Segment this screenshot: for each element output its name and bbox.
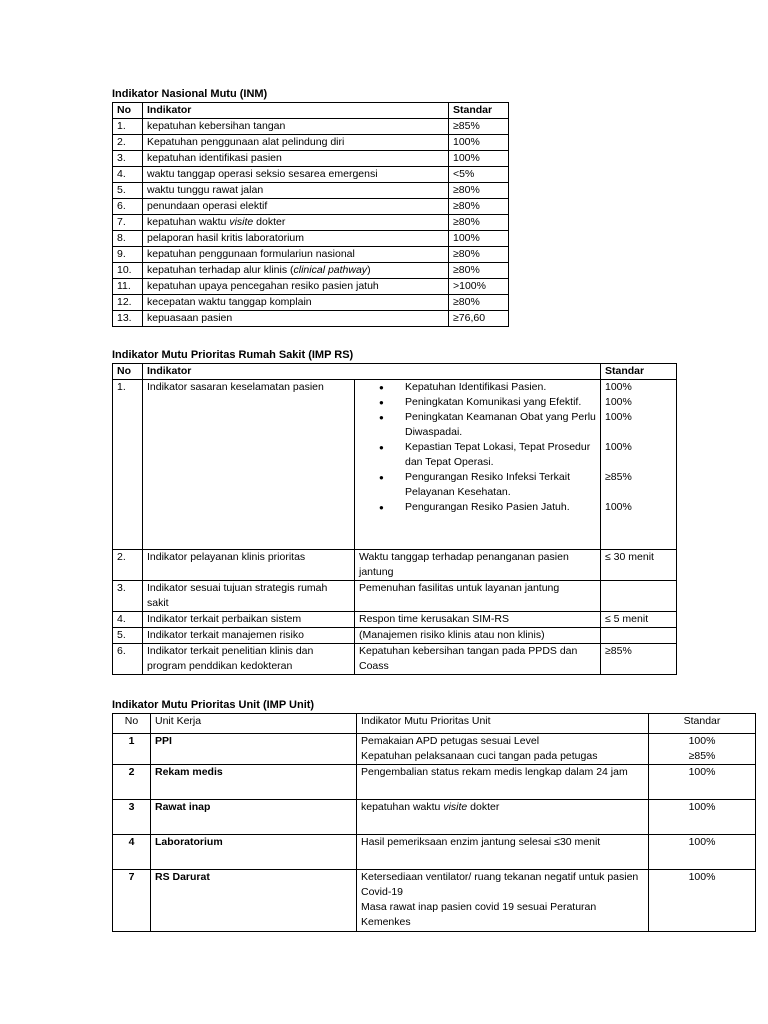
table-row [113,279,509,295]
row-unit: Rawat inap [151,800,357,835]
imprs-table [112,363,677,675]
row-indikator: kepatuhan identifikasi pasien [143,151,449,167]
row-indikator: Indikator sesuai tujuan strategis rumah sakit [143,581,355,612]
list-item: ● Kepatuhan Identifikasi Pasien. [405,380,596,395]
row-no: 3. [113,581,143,612]
row-indikator: kepatuhan terhadap alur klinis (clinical pathway) [143,263,449,279]
row-indikator: waktu tunggu rawat jalan [143,183,449,199]
inm-table [112,102,509,327]
row-indikator: kepatuhan penggunaan formulariun nasional [143,247,449,263]
row-no: 2. [113,135,143,151]
row-standar: <5% [449,167,509,183]
row-indikator: kepuasaan pasien [143,311,449,327]
row-indikator [357,734,649,765]
row-detail: Waktu tanggap terhadap penanganan pasien jantung [355,550,601,581]
row-standar: ≥76,60 [449,311,509,327]
row-no: 1 [113,734,151,765]
row-standar: ≥80% [449,199,509,215]
standar-value: 100% [605,501,632,513]
table-row [113,550,677,581]
row-standar: 100% [449,151,509,167]
inm-section [112,88,509,327]
row-standar: ≥80% [449,263,509,279]
table-row [113,247,509,263]
row-no: 12. [113,295,143,311]
imprs-header-no: No [113,364,143,380]
row-indikator: Indikator terkait manajemen risiko [143,628,355,644]
row-indikator: Indikator terkait perbaikan sistem [143,612,355,628]
table-row [113,311,509,327]
row-no: 7 [113,870,151,932]
impunit-title: Indikator Mutu Prioritas Unit (IMP Unit) [112,699,315,711]
standar-value: 100% [605,396,632,408]
row-indikator: kepatuhan kebersihan tangan [143,119,449,135]
table-row [113,183,509,199]
table-row [113,628,677,644]
row-standar: 100% [649,835,756,870]
list-item: ● Kepastian Tepat Lokasi, Tepat Prosedur dan Tepat Operasi. [405,440,596,470]
table-row [113,119,509,135]
imprs-header-standar: Standar [601,364,677,380]
table-row [113,263,509,279]
row-indikator: Kepatuhan penggunaan alat pelindung diri [143,135,449,151]
indikator-line: Masa rawat inap pasien covid 19 sesuai Peraturan Kemenkes [361,901,597,928]
row-standar: 100% [449,231,509,247]
imprs-header-row [113,364,677,380]
row-unit: Rekam medis [151,765,357,800]
row-standar: ≥85% [601,644,677,675]
indikator-line: Ketersediaan ventilator/ ruang tekanan negatif untuk pasien Covid-19 [361,871,639,898]
standar-value: ≥85% [688,750,716,762]
impunit-header-standar: Standar [649,714,756,734]
indikator-line: Pemakaian APD petugas sesuai Level [361,735,540,747]
standar-value: ≥85% [605,471,632,483]
row-indikator: Indikator terkait penelitian klinis dan program penddikan kedokteran [143,644,355,675]
row-no: 6. [113,644,143,675]
table-row [113,644,677,675]
row-no: 4. [113,612,143,628]
inm-header-no: No [113,103,143,119]
row-no: 10. [113,263,143,279]
row-standar [649,734,756,765]
row-no: 1. [113,380,143,550]
row-standar: ≥80% [449,247,509,263]
row-no: 7. [113,215,143,231]
row-indikator: Hasil pemeriksaan enzim jantung selesai ≤30 menit [357,835,649,870]
standar-value: 100% [688,735,716,747]
imprs-section [112,349,677,675]
row-no: 4 [113,835,151,870]
table-row [113,734,756,765]
table-row [113,167,509,183]
row-indikator: kepatuhan waktu visite dokter [357,800,649,835]
row-standar: ≥85% [449,119,509,135]
row-standar: 100% [449,135,509,151]
list-item: ● Peningkatan Komunikasi yang Efektif. [405,395,596,410]
impunit-table [112,713,756,932]
list-item: ● Peningkatan Keamanan Obat yang Perlu Diwaspadai. [405,410,596,440]
table-row [113,295,509,311]
row-unit: Laboratorium [151,835,357,870]
row-bullet-list [355,380,601,550]
table-row [113,612,677,628]
row-standar: 100% [649,870,756,932]
standar-value: 100% [605,411,632,423]
inm-header-row [113,103,509,119]
row-no: 1. [113,119,143,135]
impunit-header-indikator: Indikator Mutu Prioritas Unit [357,714,649,734]
row-no: 11. [113,279,143,295]
row-indikator: kepatuhan waktu visite dokter [143,215,449,231]
inm-header-standar: Standar [449,103,509,119]
row-no: 5. [113,628,143,644]
row-detail: Pemenuhan fasilitas untuk layanan jantung [355,581,601,612]
row-standar: 100% [649,765,756,800]
imprs-header-indikator: Indikator [143,364,601,380]
table-row [113,151,509,167]
row-no: 3. [113,151,143,167]
impunit-header-unit: Unit Kerja [151,714,357,734]
standar-value: 100% [605,441,632,453]
list-item: ● Pengurangan Resiko Infeksi Terkait Pelayanan Kesehatan. [405,470,596,500]
row-indikator: waktu tanggap operasi seksio sesarea emergensi [143,167,449,183]
row-indikator: kecepatan waktu tanggap komplain [143,295,449,311]
row-standar [601,581,677,612]
row-no: 3 [113,800,151,835]
row-standar: >100% [449,279,509,295]
inm-title: Indikator Nasional Mutu (INM) [112,88,268,100]
row-no: 2 [113,765,151,800]
row-standar: 100% [649,800,756,835]
row-detail: (Manajemen risiko klinis atau non klinis) [355,628,601,644]
row-standar [601,628,677,644]
table-row [113,581,677,612]
row-standar: ≤ 30 menit [601,550,677,581]
standar-value: 100% [605,381,632,393]
list-item: ● Pengurangan Resiko Pasien Jatuh. [405,500,596,515]
row-indikator: penundaan operasi elektif [143,199,449,215]
impunit-section [112,699,756,932]
table-row [113,199,509,215]
row-standar [601,380,677,550]
row-no: 2. [113,550,143,581]
row-no: 5. [113,183,143,199]
row-standar: ≥80% [449,295,509,311]
indikator-line: Kepatuhan pelaksanaan cuci tangan pada petugas [361,750,598,762]
row-indikator [357,870,649,932]
row-standar: ≥80% [449,183,509,199]
row-standar: ≥80% [449,215,509,231]
row-indikator: Indikator pelayanan klinis prioritas [143,550,355,581]
row-detail: Kepatuhan kebersihan tangan pada PPDS dan Coass [355,644,601,675]
table-row [113,231,509,247]
row-indikator: pelaporan hasil kritis laboratorium [143,231,449,247]
table-row [113,215,509,231]
table-row [113,800,756,835]
inm-header-indikator: Indikator [143,103,449,119]
row-no: 8. [113,231,143,247]
impunit-header-no: No [113,714,151,734]
table-row [113,765,756,800]
row-indikator: kepatuhan upaya pencegahan resiko pasien jatuh [143,279,449,295]
table-row [113,380,677,550]
row-no: 9. [113,247,143,263]
row-unit: PPI [151,734,357,765]
row-unit: RS Darurat [151,870,357,932]
row-indikator: Indikator sasaran keselamatan pasien [143,380,355,550]
row-detail: Respon time kerusakan SIM-RS [355,612,601,628]
table-row [113,835,756,870]
row-no: 4. [113,167,143,183]
table-row [113,870,756,932]
row-standar: ≤ 5 menit [601,612,677,628]
row-no: 13. [113,311,143,327]
impunit-header-row [113,714,756,734]
imprs-title: Indikator Mutu Prioritas Rumah Sakit (IMP RS) [112,349,354,361]
row-no: 6. [113,199,143,215]
row-indikator: Pengembalian status rekam medis lengkap dalam 24 jam [357,765,649,800]
table-row [113,135,509,151]
